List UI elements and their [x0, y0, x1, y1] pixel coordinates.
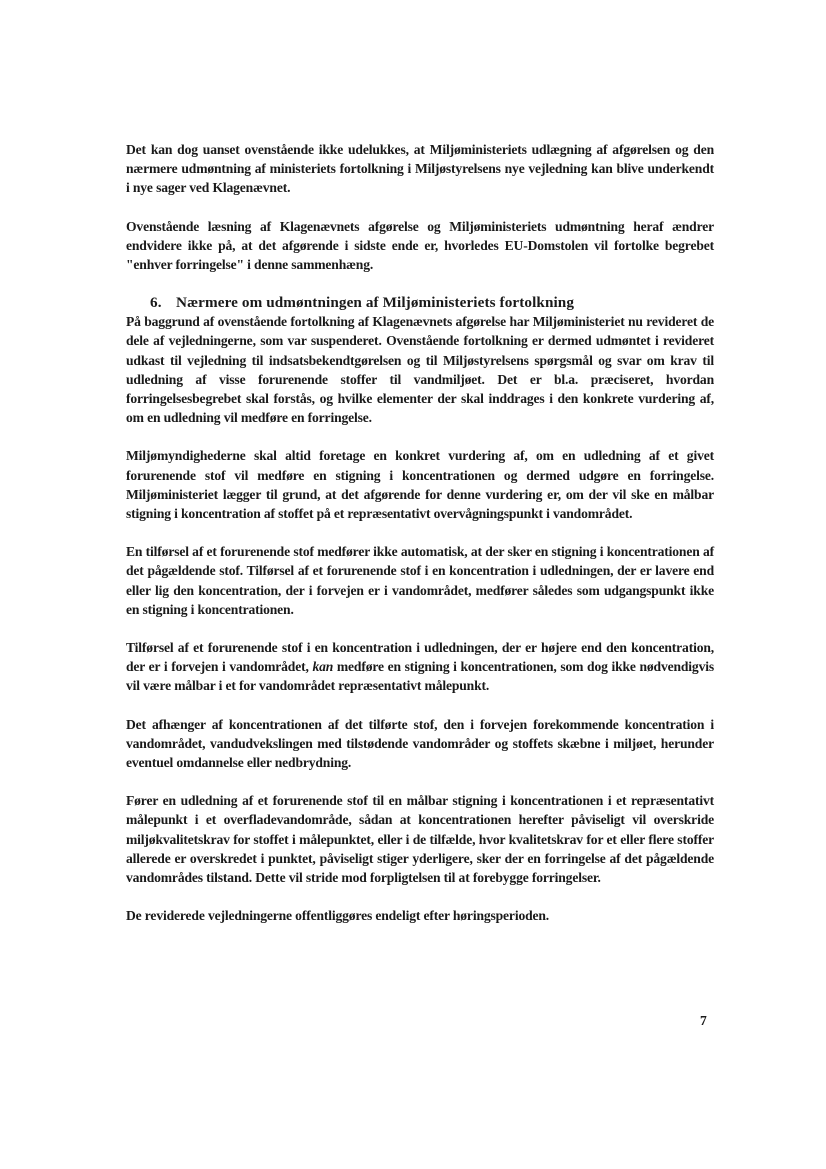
paragraph-8: De reviderede vejledningerne offentliggøres endeligt efter høringsperioden.	[126, 908, 550, 924]
page-number: 7	[700, 1013, 707, 1028]
paragraph-7: Fører en udledning af et forurenende stof til en målbar stigning i koncentrationen i et repræsentativt målepunkt i et overfladevandområde, sådan at koncentrationen herefter påviseligt vil overskride miljøkvalitetskrav for stoffet i målepunktet, eller i de tilfælde, hvor kvalitetskrav for et eller flere stoffer allerede er overskredet i punktet, påviseligt stiger yderligere, sker der en forringelse af det pågældende vandområdes tilstand. Dette vil stride mod forpligtelsen til at forebygge forringelser.	[126, 793, 714, 886]
section-paragraph-1: På baggrund af ovenstående fortolkning af Klagenævnets afgørelse har Miljøministeriet nu revideret de dele af vejledningerne, som var suspenderet. Ovenstående fortolkning er dermed udmøntet i revideret udkast til vejledning til indsatsbekendtgørelsen og til Miljøstyrelsens spørgsmål og svar om krav til udledning af visse forurenende stoffer til vandmiljøet. Det er bl.a. præciseret, hvordan forringelsesbegrebet skal forstås, og hvilke elementer der skal inddrages i den konkrete vurdering af, om en udledning vil medføre en forringelse.	[126, 314, 714, 426]
section-number: 6.	[150, 294, 162, 312]
document-page	[126, 140, 714, 945]
paragraph-6: Det afhænger af koncentrationen af det tilførte stof, den i forvejen forekommende koncentration i vandområdet, vandudvekslingen med tilstødende vandområder og stoffets skæbne i miljøet, herunder eventuel omdannelse eller nedbrydning.	[126, 716, 714, 771]
paragraph-2: Ovenstående læsning af Klagenævnets afgørelse og Miljøministeriets udmøntning heraf ændrer endvidere ikke på, at det afgørende i sidste ende er, hvorledes EU-Domstolen vil fortolke begrebet "enhver forringelse" i denne sammenhæng.	[126, 218, 714, 273]
paragraph-4: En tilførsel af et forurenende stof medfører ikke automatisk, at der sker en stigning i koncentrationen af det pågældende stof. Tilførsel af et forurenende stof i en koncentration i udledningen, der er lavere end eller lig den koncentration, der i forvejen er i vandområdet, medfører således som udgangspunkt ikke en stigning i koncentrationen.	[126, 544, 714, 617]
paragraph-3: Miljømyndighederne skal altid foretage en konkret vurdering af, om en udledning af et givet forurenende stof vil medføre en stigning i koncentrationen og dermed udgøre en forringelse. Miljøministeriet lægger til grund, at det afgørende for denne vurdering er, om der vil ske en målbar stigning i koncentration af stoffet på et repræsentativt overvågningspunkt i vandområdet.	[126, 448, 714, 522]
paragraph-5	[126, 638, 714, 696]
paragraph-5-start: Tilførsel af et forurenende stof i en koncentration i udledningen, der er højere end den koncentration, der er i forvejen i vandområdet,	[126, 640, 714, 675]
section-heading	[126, 293, 714, 312]
paragraph-5-emphasis: kan	[312, 659, 334, 675]
paragraph-5-end: medføre en stigning i koncentrationen, som dog ikke nødvendigvis vil være målbar i et for vandområdet repræsentativt målepunkt.	[126, 659, 714, 694]
section-title: Nærmere om udmøntningen af Miljøministeriets fortolkning	[176, 294, 575, 312]
paragraph-1: Det kan dog uanset ovenstående ikke udelukkes, at Miljøministeriets udlægning af afgørelsen og den nærmere udmøntning af ministeriets fortolkning i Miljøstyrelsens nye vejledning kan blive underkendt i nye sager ved Klagenævnet.	[126, 142, 714, 196]
